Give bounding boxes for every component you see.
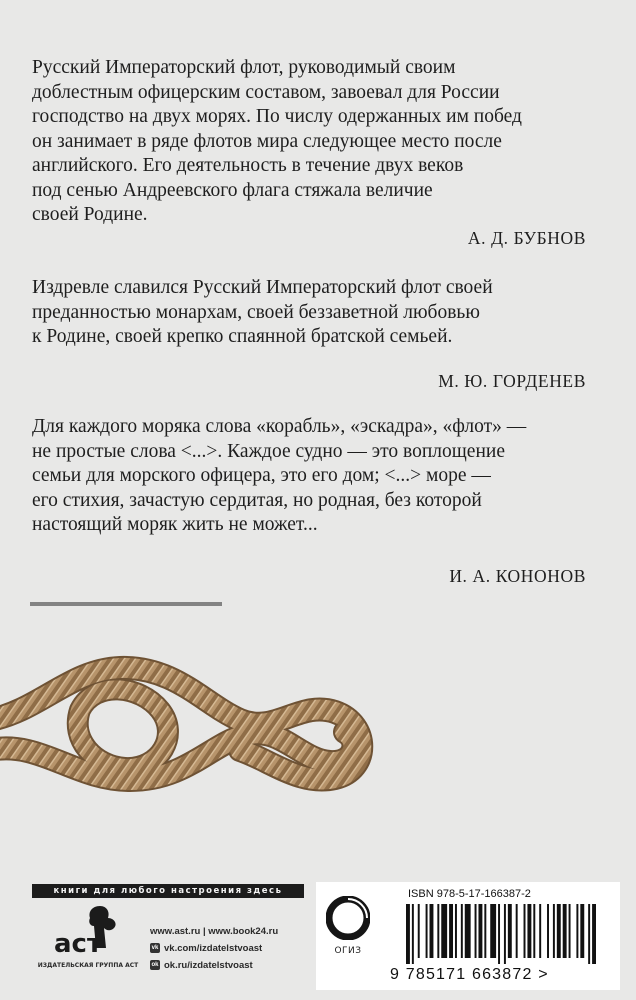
barcode-bar <box>569 904 571 958</box>
quote-line: господство на двух морях. По числу одержанных им побед <box>32 106 522 127</box>
barcode-bar <box>576 904 578 958</box>
barcode-bar <box>553 904 555 958</box>
publisher-slogan: книги для любого настроения здесь <box>32 884 304 898</box>
barcode-bar <box>563 904 567 958</box>
barcode-bar <box>539 904 541 958</box>
quote-gordenev <box>32 276 592 350</box>
isbn-barcode <box>406 904 596 964</box>
quote-kononov <box>32 415 592 538</box>
barcode-bar <box>441 904 447 958</box>
website-text[interactable]: www.ast.ru | www.book24.ru <box>150 925 279 937</box>
barcode-bar <box>449 904 453 958</box>
barcode-bar <box>437 904 439 958</box>
quote-author-bubnov: А. Д. БУБНОВ <box>467 228 586 248</box>
quote-line: не простые слова <...>. Каждое судно — это воплощение <box>32 440 505 462</box>
barcode-bar <box>557 904 561 958</box>
barcode-bar <box>484 904 486 958</box>
quote-line: английского. Его деятельность в течение двух веков <box>32 155 464 176</box>
barcode-bar <box>478 904 482 958</box>
quote-line: настоящий моряк жить не может... <box>32 514 318 535</box>
ok-link[interactable] <box>150 958 278 972</box>
barcode-bar <box>533 904 535 958</box>
barcode-bar <box>516 904 518 958</box>
quote-line: он занимает в ряде флотов мира следующее место после <box>32 130 502 152</box>
barcode-bar <box>465 904 471 958</box>
barcode-bar <box>580 904 584 958</box>
publisher-name: ИЗДАТЕЛЬСКАЯ ГРУППА АСТ <box>37 962 139 969</box>
vk-link-text[interactable]: vk.com/izdatelstvoast <box>164 942 263 954</box>
barcode-bar <box>475 904 477 958</box>
barcode-bar <box>412 904 414 964</box>
vk-link[interactable] <box>150 941 278 955</box>
quote-line: его стихия, зачастую сердитая, но родная, без которой <box>32 489 482 511</box>
barcode-bar <box>508 904 512 958</box>
quote-author-gordenev: М. Ю. ГОРДЕНЕВ <box>438 371 586 391</box>
barcode-bar <box>426 904 428 958</box>
quote-line: семьи для морского офицера, это его дом; <...> море — <box>32 465 491 486</box>
barcode-bar <box>461 904 463 958</box>
quote-line: к Родине, своей крепко спаянной братской семьей. <box>32 326 453 347</box>
barcode-bar <box>430 904 434 958</box>
barcode-bar <box>498 904 500 964</box>
quote-line: Издревле славился Русский Императорский флот своей <box>32 277 493 298</box>
rope-knot-illustration <box>0 640 380 810</box>
section-divider <box>30 602 222 606</box>
barcode-bar <box>490 904 496 958</box>
barcode-bar <box>588 904 590 964</box>
quote-bubnov <box>32 56 592 228</box>
imprint-name: ОГИЗ <box>334 946 362 956</box>
barcode-bar <box>547 904 549 958</box>
barcode-bar <box>418 904 420 958</box>
quote-line: Русский Императорский флот, руководимый своим <box>32 57 456 78</box>
quote-line: Для каждого моряка слова «корабль», «эскадра», «флот» — <box>32 416 527 437</box>
barcode-digits: 9 785171 663872 > <box>390 966 549 983</box>
barcode-panel <box>316 882 620 990</box>
ok-link-text[interactable]: ok.ru/izdatelstvoast <box>164 959 253 971</box>
website-links[interactable] <box>150 924 278 938</box>
ast-logo-text: аст <box>54 929 103 959</box>
vk-icon: vk <box>151 945 159 951</box>
barcode-bar <box>455 904 457 958</box>
quote-line: преданностью монархам, своей беззаветной любовью <box>32 301 480 323</box>
barcode-bar <box>524 904 526 958</box>
barcode-bar <box>504 904 506 964</box>
barcode-bar <box>527 904 531 958</box>
quote-line: своей Родине. <box>32 204 148 225</box>
ok-icon: ok <box>151 962 159 968</box>
barcode-bar <box>592 904 596 964</box>
quote-line: под сенью Андреевского флага стяжала величие <box>32 179 433 201</box>
ast-logo-icon <box>52 904 124 960</box>
quote-author-kononov: И. А. КОНОНОВ <box>449 566 586 586</box>
isbn-text: ISBN 978-5-17-166387-2 <box>408 888 531 900</box>
barcode-bar <box>406 904 410 964</box>
quote-line: доблестным офицерским составом, завоевал для России <box>32 81 500 103</box>
ogiz-logo-icon <box>326 896 370 940</box>
publisher-links <box>150 924 278 972</box>
